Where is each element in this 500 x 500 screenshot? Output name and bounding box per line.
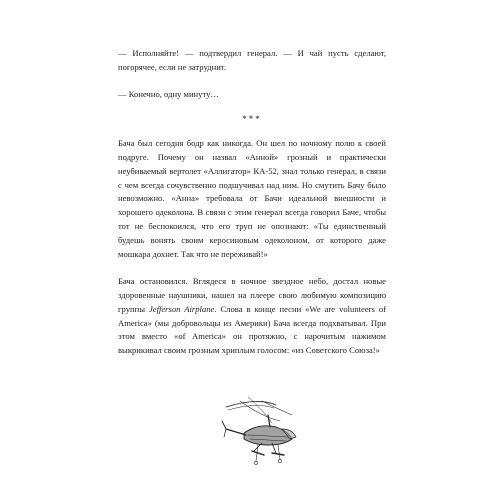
section-separator: *** <box>242 114 262 125</box>
band-name: Jefferson Airplane <box>148 303 215 314</box>
dialogue-line-1: — Исполняйте! — подтвердил генерал. — И чай пусть сделают, погорячее, если не затруднит. <box>118 48 386 72</box>
text-column <box>118 47 386 358</box>
paragraph-2 <box>118 275 386 358</box>
paragraph-2-part-1: Бача остановился. Вглядеся в ночное звездное небо, достал новые здоровенные наушники, нашел на плеере свою любимую композицию группы <box>118 276 386 314</box>
paragraph-2-part-2: . Слова в конце песни «We are volunteers of America» (мы добровольцы из Америки) Бача всегда подхватывал. При этом вместо «of America» он протяжно, с нарочитым нажимом выкрикивал своим грозным хриплым голосом: «из Советского Союза!» <box>118 303 386 356</box>
dialogue-line-2: — Конечно, одну минуту… <box>118 89 219 100</box>
paragraph-1: Бача был сегодня бодр как никогда. Он шел по ночному полю к своей подруге. Почему он назвал «Анной» грозный и практически неубиваемый вертолет «Аллигатор» КА-52, знал только генерал, в связи с чем всегда сочувственно подшучивал над ним. Но смутить Бачу было невозможно. «Анна» требовала от Бачи идеальной внешности и хорошего одеколона. В связи с этим генерал всегда говорил Баче, чтобы тот не беспокоился, что его труп не опознают: «Ты единственный будешь вонять своим керосиновым одеколоном, от которого даже мошкара дохнет. Так что не переживай!» <box>118 138 386 259</box>
helicopter-sketch-icon <box>218 393 308 473</box>
